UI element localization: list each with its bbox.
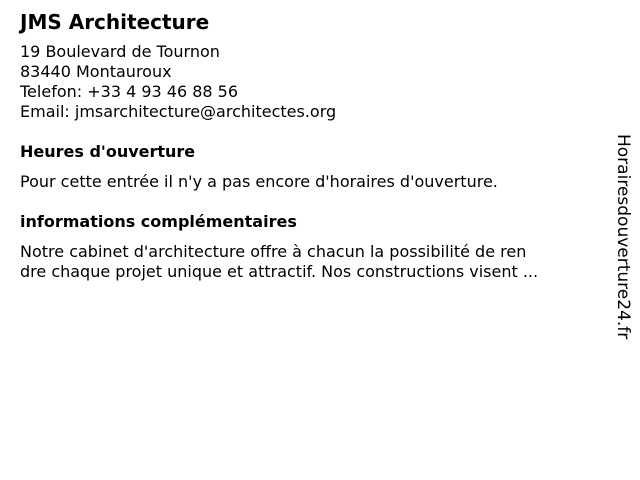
additional-info-text	[20, 242, 600, 282]
additional-info-line-2: dre chaque projet unique et attractif. Nos constructions visent ...	[20, 262, 539, 281]
additional-info-line-1: Notre cabinet d'architecture offre à chacun la possibilité de ren	[20, 242, 527, 261]
business-name: JMS Architecture	[20, 10, 210, 34]
address-street: 19 Boulevard de Tournon	[20, 42, 220, 61]
opening-hours-text: Pour cette entrée il n'y a pas encore d'horaires d'ouverture.	[20, 172, 498, 191]
phone-number: Telefon: +33 4 93 46 88 56	[20, 82, 239, 101]
email-address: Email: jmsarchitecture@architectes.org	[20, 102, 337, 121]
address-city: 83440 Montauroux	[20, 62, 172, 81]
additional-info-heading: informations complémentaires	[20, 212, 297, 231]
listing-content	[20, 10, 600, 282]
site-brand-vertical: Horairesdouverture24.fr	[613, 134, 633, 340]
opening-hours-heading: Heures d'ouverture	[20, 142, 196, 161]
